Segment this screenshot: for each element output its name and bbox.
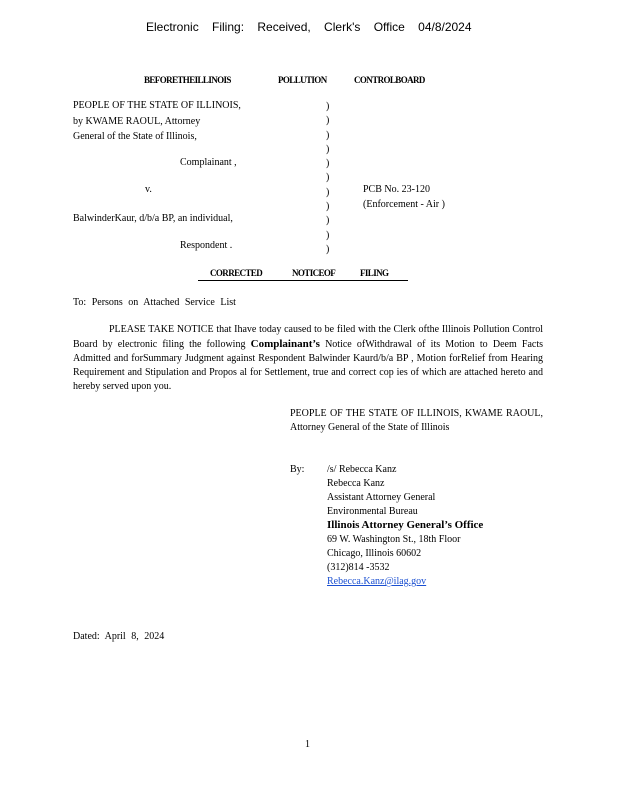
by-label: By:: [290, 464, 305, 475]
versus-label: v.: [145, 184, 152, 195]
phone-number: (312)814 -3532: [327, 562, 390, 573]
office-name: Illinois Attorney General’s Office: [327, 519, 484, 531]
signature-party: PEOPLE OF THE STATE OF ILLINOIS, KWAME RAOUL, Attorney General of the State of Illinois: [290, 408, 543, 433]
page-number: 1: [305, 739, 310, 750]
attorney-name: Rebecca Kanz: [327, 478, 385, 489]
street-address: 69 W. Washington St., 18th Floor: [327, 534, 461, 545]
email-link[interactable]: Rebecca.Kanz@ilag.gov: [327, 576, 427, 587]
attorney-title: Assistant Attorney General: [327, 492, 436, 503]
notice-body-end: Notice ofWithdrawal of its Motion to Deem Facts Admitted and forSummary Judgment against Respondent Balwinder Kaurd/b/a BP , Motion forRelief from Hearing Requirement and Stipulation and Propos al for Settlement, true and correct cop ies of which are attached hereto and hereby served upon you.: [73, 339, 543, 392]
caption-paren: ): [326, 115, 330, 127]
notice-title-part-2: NOTICEOF: [292, 268, 336, 278]
signature-line: /s/ Rebecca Kanz: [327, 464, 397, 475]
board-title-part-3: CONTROLBOARD: [354, 75, 425, 85]
defendant-line: BalwinderKaur, d/b/a BP, an individual,: [73, 213, 233, 224]
filing-stamp: Electronic Filing: Received, Clerk's Office 04/8/2024: [146, 20, 472, 34]
case-number: PCB No. 23-120: [363, 184, 430, 195]
dated-line: Dated: April 8, 2024: [73, 631, 165, 642]
notice-title-part-3: FILING: [360, 268, 389, 278]
notice-body-start: PLEASE TAKE NOTICE that Ihave today caused to be filed with the Clerk ofthe Illinois Pollution Control Board by electronic filing the following: [73, 324, 543, 350]
to-line: To: Persons on Attached Service List: [73, 297, 236, 308]
caption-paren: ): [326, 143, 330, 155]
plaintiff-line-2: by KWAME RAOUL, Attorney: [73, 116, 201, 127]
notice-body-bold: Complainant’s: [250, 338, 320, 350]
notice-body: [73, 323, 543, 394]
respondent-label: Respondent .: [180, 240, 233, 251]
plaintiff-line-1: PEOPLE OF THE STATE OF ILLINOIS,: [73, 100, 241, 111]
bureau-name: Environmental Bureau: [327, 506, 418, 517]
complainant-label: Complainant ,: [180, 157, 237, 168]
caption-paren-column: [326, 100, 329, 257]
caption-paren: ): [326, 229, 330, 241]
board-title-part-2: POLLUTION: [278, 75, 327, 85]
plaintiff-line-3: General of the State of Illinois,: [73, 131, 197, 142]
caption-paren: ): [326, 101, 330, 112]
notice-title-part-1: CORRECTED: [210, 268, 263, 278]
caption-paren: ): [326, 243, 330, 255]
caption-paren: ): [326, 215, 330, 227]
caption-paren: ): [326, 129, 330, 141]
caption-paren: ): [326, 172, 330, 184]
case-type: (Enforcement - Air ): [363, 199, 445, 210]
city-address: Chicago, Illinois 60602: [327, 548, 422, 559]
caption-paren: ): [326, 186, 330, 198]
title-underline: [198, 280, 408, 281]
caption-paren: ): [326, 158, 330, 170]
board-title-part-1: BEFORETHEILLINOIS: [144, 75, 231, 85]
caption-paren: ): [326, 201, 330, 213]
